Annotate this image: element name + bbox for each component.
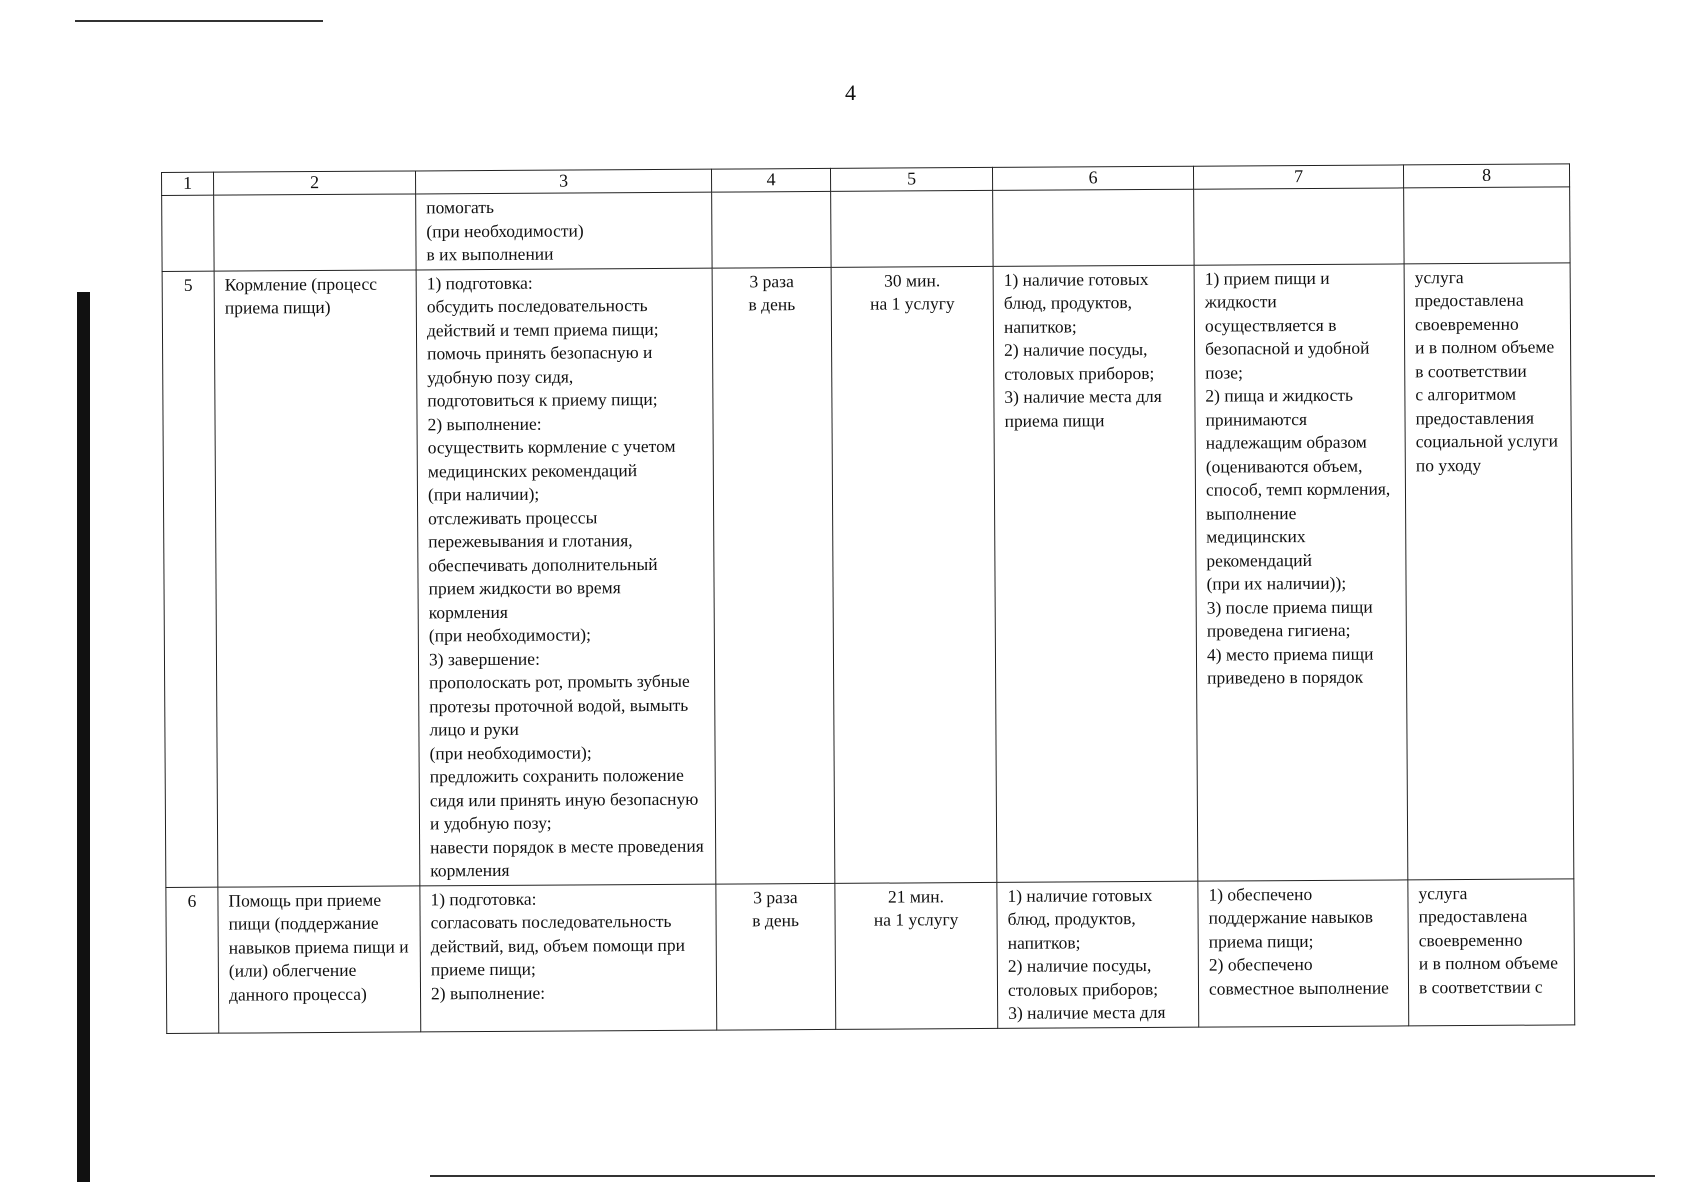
service-quality: 1) прием пищи и жидкости осуществляется в безопасной и удобной позе; 2) пища и жидкость принимаются надлежащим образом (оцениваются объем, способ, темп кормления, выполнение медицинских рекомендаций (при их наличии)); 3) после приема пищи проведена гигиена; 4) место приема пищи приведено в порядок <box>1194 263 1408 880</box>
table-cell <box>831 190 993 266</box>
service-name: Помощь при приеме пищи (поддержание навыков приема пищи и (или) облегчение данного процесса) <box>218 885 421 1032</box>
header-cell: 4 <box>711 168 830 192</box>
service-result: услуга предоставлена своевременно и в полном объеме в соответствии с <box>1408 878 1575 1025</box>
service-description: 1) подготовка: обсудить последовательность действий и темп приема пищи; помочь принять безопасную и удобную позу сидя, подготовиться к приему пищи; 2) выполнение: осуществить кормление с учетом медицинских рекомендаций (при наличии); отслеживать процессы пережевывания и глотания, обеспечивать дополнительный прием жидкости во время кормления (при необходимости); 3) завершение: прополоскать рот, промыть зубные протезы проточной водой, вымыть лицо и руки (при необходимости); предложить сохранить положение сидя или принять иную безопасную и удобную позу; навести порядок в месте проведения кормления <box>416 268 716 886</box>
service-quality: 1) обеспечено поддержание навыков приема пищи; 2) обеспечено совместное выполнение <box>1198 879 1409 1026</box>
header-cell: 8 <box>1403 164 1569 188</box>
header-cell: 5 <box>830 167 992 191</box>
scan-bottom-line <box>430 1175 1655 1177</box>
service-frequency: 3 раза в день <box>716 883 836 1030</box>
table-cell <box>993 189 1194 266</box>
table-row <box>166 878 1575 1033</box>
services-table <box>161 163 1575 1033</box>
table-cell <box>1194 188 1404 265</box>
table-row <box>162 262 1574 887</box>
page-number: 4 <box>845 80 856 105</box>
row-number: 5 <box>162 271 218 887</box>
continuation-row <box>162 187 1570 271</box>
header-cell: 3 <box>415 169 711 194</box>
scan-binding-shadow <box>77 292 90 1182</box>
table-cell <box>712 191 831 267</box>
header-cell: 6 <box>992 166 1193 190</box>
continuation-text: помогать (при необходимости) в их выполнении <box>416 192 712 269</box>
service-duration: 21 мин. на 1 услугу <box>835 882 998 1029</box>
service-duration: 30 мин. на 1 услугу <box>831 266 997 883</box>
row-number: 6 <box>166 887 219 1033</box>
service-result: услуга предоставлена своевременно и в полном объеме в соответствии с алгоритмом предоставления социальной услуги по уходу <box>1404 262 1574 879</box>
service-description: 1) подготовка: согласовать последовательность действий, вид, объем помощи при приеме пищи; 2) выполнение: <box>420 884 717 1032</box>
service-conditions: 1) наличие готовых блюд, продуктов, напитков; 2) наличие посуды, столовых приборов; 3) наличие места для приема пищи <box>993 265 1198 882</box>
header-cell: 7 <box>1193 165 1403 189</box>
service-conditions: 1) наличие готовых блюд, продуктов, напитков; 2) наличие посуды, столовых приборов; 3) наличие места для <box>997 881 1199 1028</box>
table-cell <box>214 194 416 271</box>
header-cell: 2 <box>214 171 416 195</box>
header-cell: 1 <box>162 172 214 195</box>
service-name: Кормление (процесс приема пищи) <box>214 269 420 886</box>
table-cell <box>1404 187 1570 264</box>
scan-edge-line <box>75 20 323 22</box>
table-cell <box>162 195 214 271</box>
service-frequency: 3 раза в день <box>712 267 835 884</box>
